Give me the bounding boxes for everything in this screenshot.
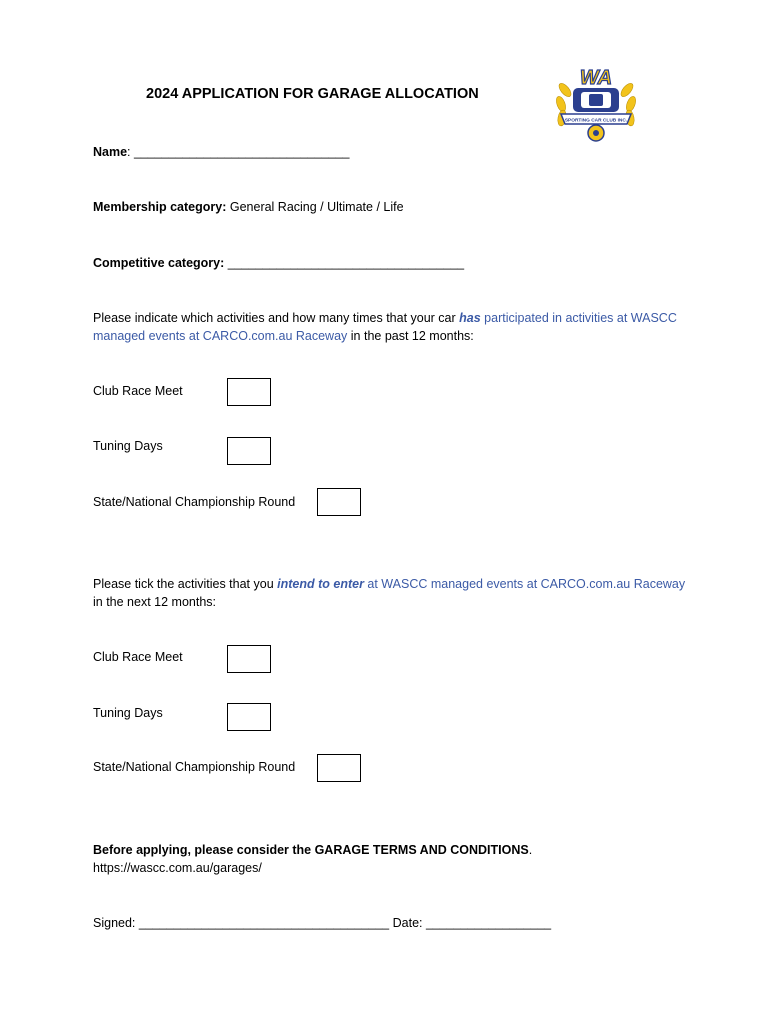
past-item-club-race-meet: Club Race Meet: [93, 384, 183, 398]
competitive-blank[interactable]: __________________________________: [227, 256, 465, 270]
name-label: Name: [93, 145, 128, 159]
name-line: [93, 145, 350, 159]
future-text-3: in the next 12 months:: [93, 595, 216, 609]
past-club-race-meet-box[interactable]: [227, 378, 271, 406]
terms-dot: .: [528, 843, 533, 857]
past-text-1: Please indicate which activities and how many times that your car: [93, 311, 460, 325]
logo-club-text: SPORTING CAR CLUB INC.: [564, 118, 628, 124]
future-tuning-days-box[interactable]: [227, 703, 271, 731]
past-tuning-days-box[interactable]: [227, 437, 271, 465]
past-text-3: managed events at CARCO.com.au Raceway: [93, 329, 348, 343]
membership-options[interactable]: General Racing / Ultimate / Life: [229, 200, 404, 214]
future-activities-paragraph: [93, 577, 685, 591]
terms-text: Before applying, please consider the GARAGE TERMS AND CONDITIONS: [93, 843, 529, 857]
document-title: 2024 APPLICATION FOR GARAGE ALLOCATION: [146, 86, 479, 102]
past-activities-paragraph-line2: [93, 329, 474, 343]
signed-field[interactable]: Signed: ____________________________________: [93, 916, 390, 930]
wascc-logo: [553, 64, 639, 144]
future-emphasis: intend to enter: [277, 577, 364, 591]
past-emphasis: has: [459, 311, 481, 325]
signature-line: [93, 916, 551, 930]
date-field[interactable]: Date: __________________: [392, 916, 552, 930]
name-blank[interactable]: : _______________________________: [127, 145, 350, 159]
future-championship-round-box[interactable]: [317, 754, 361, 782]
past-item-tuning-days: Tuning Days: [93, 439, 163, 453]
past-activities-paragraph: [93, 311, 677, 325]
logo-wa-text: WA: [579, 67, 613, 89]
terms-line: [93, 843, 532, 857]
past-item-championship-round: State/National Championship Round: [93, 495, 296, 509]
competitive-label: Competitive category:: [93, 256, 225, 270]
future-text-2: at WASCC managed events at CARCO.com.au Raceway: [363, 577, 686, 591]
competitive-line: [93, 256, 464, 270]
future-club-race-meet-box[interactable]: [227, 645, 271, 673]
terms-url-link[interactable]: https://wascc.com.au/garages/: [93, 861, 262, 875]
past-text-4: in the past 12 months:: [347, 329, 474, 343]
future-text-1: Please tick the activities that you: [93, 577, 278, 591]
membership-line: [93, 200, 404, 214]
future-item-club-race-meet: Club Race Meet: [93, 650, 183, 664]
past-text-2: participated in activities at WASCC: [480, 311, 677, 325]
membership-label: Membership category:: [93, 200, 227, 214]
future-item-tuning-days: Tuning Days: [93, 706, 163, 720]
future-item-championship-round: State/National Championship Round: [93, 760, 296, 774]
past-championship-round-box[interactable]: [317, 488, 361, 516]
